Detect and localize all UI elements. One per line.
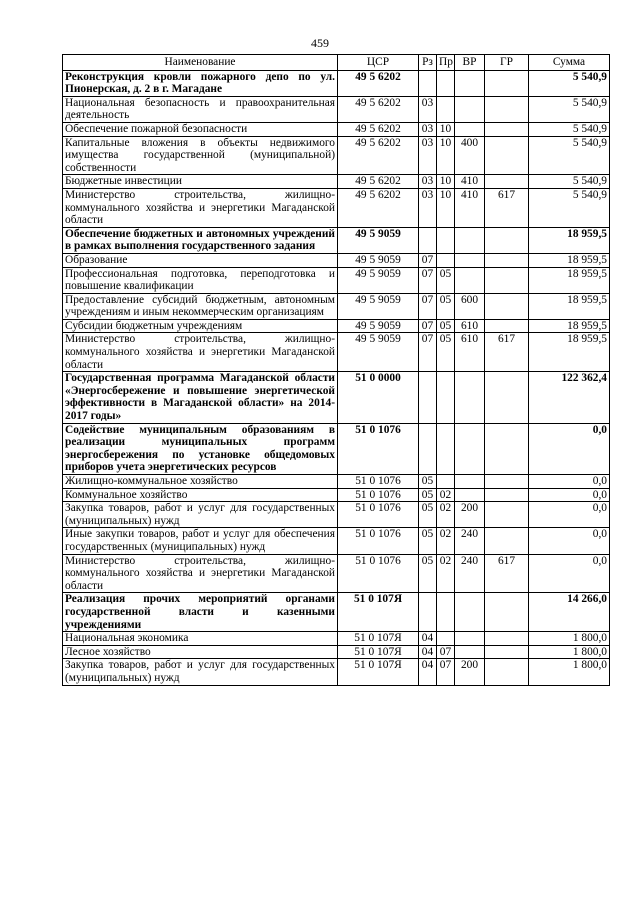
cell-sum: 5 540,9 bbox=[529, 175, 610, 189]
cell-name: Министерство строительства, жилищно-коммунального хозяйства и энергетики Магаданской области bbox=[63, 188, 338, 227]
cell-rz: 07 bbox=[419, 253, 437, 267]
cell-rz: 04 bbox=[419, 632, 437, 646]
cell-sum: 0,0 bbox=[529, 475, 610, 489]
cell-name: Обеспечение бюджетных и автономных учреждений в рамках выполнения государственного задания bbox=[63, 227, 338, 253]
cell-csr: 51 0 107Я bbox=[338, 593, 419, 632]
cell-sum: 122 362,4 bbox=[529, 372, 610, 423]
cell-rz: 03 bbox=[419, 96, 437, 122]
cell-name: Обеспечение пожарной безопасности bbox=[63, 122, 338, 136]
cell-rz bbox=[419, 423, 437, 474]
cell-name: Субсидии бюджетным учреждениям bbox=[63, 319, 338, 333]
cell-csr: 51 0 107Я bbox=[338, 632, 419, 646]
cell-gr bbox=[485, 227, 529, 253]
cell-gr bbox=[485, 632, 529, 646]
cell-pr: 10 bbox=[437, 188, 455, 227]
cell-rz: 03 bbox=[419, 175, 437, 189]
cell-name: Лесное хозяйство bbox=[63, 645, 338, 659]
cell-vr bbox=[455, 423, 485, 474]
cell-rz: 03 bbox=[419, 136, 437, 175]
table-row bbox=[63, 175, 610, 189]
table-row bbox=[63, 227, 610, 253]
cell-csr: 51 0 1076 bbox=[338, 528, 419, 554]
cell-sum: 0,0 bbox=[529, 502, 610, 528]
cell-csr: 49 5 6202 bbox=[338, 122, 419, 136]
cell-sum: 18 959,5 bbox=[529, 227, 610, 253]
cell-sum: 5 540,9 bbox=[529, 122, 610, 136]
cell-rz: 07 bbox=[419, 293, 437, 319]
cell-csr: 49 5 6202 bbox=[338, 175, 419, 189]
cell-csr: 49 5 9059 bbox=[338, 267, 419, 293]
cell-sum: 5 540,9 bbox=[529, 70, 610, 96]
cell-name: Иные закупки товаров, работ и услуг для обеспечения государственных (муниципальных) нужд bbox=[63, 528, 338, 554]
header-gr: ГР bbox=[485, 55, 529, 71]
cell-gr bbox=[485, 293, 529, 319]
table-header bbox=[63, 55, 610, 71]
cell-vr bbox=[455, 488, 485, 502]
cell-gr bbox=[485, 593, 529, 632]
cell-gr: 617 bbox=[485, 188, 529, 227]
cell-name: Национальная безопасность и правоохранительная деятельность bbox=[63, 96, 338, 122]
cell-name: Жилищно-коммунальное хозяйство bbox=[63, 475, 338, 489]
cell-pr: 02 bbox=[437, 528, 455, 554]
cell-sum: 0,0 bbox=[529, 528, 610, 554]
cell-gr bbox=[485, 122, 529, 136]
cell-rz: 04 bbox=[419, 659, 437, 685]
cell-name: Профессиональная подготовка, переподготовка и повышение квалификации bbox=[63, 267, 338, 293]
cell-gr bbox=[485, 372, 529, 423]
cell-pr bbox=[437, 372, 455, 423]
table-row bbox=[63, 632, 610, 646]
cell-csr: 49 5 9059 bbox=[338, 293, 419, 319]
table-body bbox=[63, 70, 610, 685]
cell-pr bbox=[437, 423, 455, 474]
table-row bbox=[63, 502, 610, 528]
table-row bbox=[63, 122, 610, 136]
header-pr: Пр bbox=[437, 55, 455, 71]
cell-rz: 07 bbox=[419, 267, 437, 293]
cell-pr: 02 bbox=[437, 554, 455, 593]
table-row bbox=[63, 188, 610, 227]
cell-gr bbox=[485, 423, 529, 474]
cell-rz bbox=[419, 70, 437, 96]
cell-csr: 51 0 1076 bbox=[338, 423, 419, 474]
cell-csr: 49 5 9059 bbox=[338, 333, 419, 372]
cell-name: Капитальные вложения в объекты недвижимого имущества государственной (муниципальной) собственности bbox=[63, 136, 338, 175]
cell-csr: 51 0 107Я bbox=[338, 659, 419, 685]
cell-pr bbox=[437, 70, 455, 96]
cell-sum: 18 959,5 bbox=[529, 267, 610, 293]
cell-csr: 51 0 0000 bbox=[338, 372, 419, 423]
cell-csr: 51 0 107Я bbox=[338, 645, 419, 659]
cell-pr: 02 bbox=[437, 502, 455, 528]
cell-pr: 05 bbox=[437, 293, 455, 319]
cell-rz: 05 bbox=[419, 528, 437, 554]
cell-pr bbox=[437, 96, 455, 122]
cell-name: Национальная экономика bbox=[63, 632, 338, 646]
cell-gr bbox=[485, 96, 529, 122]
cell-sum: 5 540,9 bbox=[529, 96, 610, 122]
cell-pr bbox=[437, 632, 455, 646]
table-row bbox=[63, 659, 610, 685]
table-row bbox=[63, 253, 610, 267]
cell-vr: 200 bbox=[455, 659, 485, 685]
cell-pr bbox=[437, 593, 455, 632]
cell-vr bbox=[455, 593, 485, 632]
cell-csr: 49 5 6202 bbox=[338, 96, 419, 122]
cell-pr bbox=[437, 227, 455, 253]
cell-rz: 03 bbox=[419, 122, 437, 136]
table-row bbox=[63, 333, 610, 372]
cell-vr: 240 bbox=[455, 528, 485, 554]
table-row bbox=[63, 293, 610, 319]
header-vr: ВР bbox=[455, 55, 485, 71]
cell-csr: 51 0 1076 bbox=[338, 502, 419, 528]
cell-name: Государственная программа Магаданской области «Энергосбережение и повышение энергетической эффективности в Магаданской области» на 2014-2017 годы» bbox=[63, 372, 338, 423]
cell-name: Министерство строительства, жилищно-коммунального хозяйства и энергетики Магаданской области bbox=[63, 554, 338, 593]
cell-vr bbox=[455, 70, 485, 96]
cell-rz: 05 bbox=[419, 475, 437, 489]
table-row bbox=[63, 528, 610, 554]
table-row bbox=[63, 372, 610, 423]
cell-name: Реализация прочих мероприятий органами государственной власти и казенными учреждениями bbox=[63, 593, 338, 632]
cell-pr: 07 bbox=[437, 645, 455, 659]
cell-csr: 49 5 6202 bbox=[338, 188, 419, 227]
cell-vr: 400 bbox=[455, 136, 485, 175]
cell-vr bbox=[455, 122, 485, 136]
cell-gr bbox=[485, 136, 529, 175]
table-row bbox=[63, 136, 610, 175]
header-rz: Рз bbox=[419, 55, 437, 71]
cell-name: Закупка товаров, работ и услуг для государственных (муниципальных) нужд bbox=[63, 502, 338, 528]
cell-name: Предоставление субсидий бюджетным, автономным учреждениям и иным некоммерческим организациям bbox=[63, 293, 338, 319]
cell-pr: 02 bbox=[437, 488, 455, 502]
cell-gr bbox=[485, 645, 529, 659]
cell-rz: 07 bbox=[419, 333, 437, 372]
table-row bbox=[63, 319, 610, 333]
cell-gr: 617 bbox=[485, 554, 529, 593]
cell-sum: 5 540,9 bbox=[529, 188, 610, 227]
table-row bbox=[63, 645, 610, 659]
table-row bbox=[63, 488, 610, 502]
cell-pr bbox=[437, 253, 455, 267]
cell-sum: 18 959,5 bbox=[529, 293, 610, 319]
cell-sum: 0,0 bbox=[529, 554, 610, 593]
table-row bbox=[63, 267, 610, 293]
cell-name: Закупка товаров, работ и услуг для государственных (муниципальных) нужд bbox=[63, 659, 338, 685]
cell-gr bbox=[485, 502, 529, 528]
cell-sum: 18 959,5 bbox=[529, 319, 610, 333]
cell-name: Министерство строительства, жилищно-коммунального хозяйства и энергетики Магаданской области bbox=[63, 333, 338, 372]
table-row bbox=[63, 593, 610, 632]
cell-gr bbox=[485, 659, 529, 685]
cell-name: Реконструкция кровли пожарного депо по ул. Пионерская, д. 2 в г. Магадане bbox=[63, 70, 338, 96]
cell-sum: 18 959,5 bbox=[529, 333, 610, 372]
cell-sum: 14 266,0 bbox=[529, 593, 610, 632]
cell-vr bbox=[455, 475, 485, 489]
cell-sum: 0,0 bbox=[529, 488, 610, 502]
cell-name: Образование bbox=[63, 253, 338, 267]
cell-pr: 05 bbox=[437, 319, 455, 333]
cell-pr: 10 bbox=[437, 175, 455, 189]
cell-rz: 04 bbox=[419, 645, 437, 659]
cell-name: Бюджетные инвестиции bbox=[63, 175, 338, 189]
cell-name: Коммунальное хозяйство bbox=[63, 488, 338, 502]
cell-csr: 49 5 6202 bbox=[338, 136, 419, 175]
cell-pr bbox=[437, 475, 455, 489]
cell-csr: 49 5 9059 bbox=[338, 319, 419, 333]
cell-sum: 18 959,5 bbox=[529, 253, 610, 267]
cell-rz: 03 bbox=[419, 188, 437, 227]
header-csr: ЦСР bbox=[338, 55, 419, 71]
cell-vr bbox=[455, 96, 485, 122]
cell-gr bbox=[485, 528, 529, 554]
cell-vr: 410 bbox=[455, 188, 485, 227]
cell-gr bbox=[485, 253, 529, 267]
cell-vr bbox=[455, 253, 485, 267]
cell-vr: 240 bbox=[455, 554, 485, 593]
cell-csr: 51 0 1076 bbox=[338, 475, 419, 489]
cell-sum: 5 540,9 bbox=[529, 136, 610, 175]
cell-rz bbox=[419, 227, 437, 253]
cell-sum: 1 800,0 bbox=[529, 659, 610, 685]
cell-vr: 200 bbox=[455, 502, 485, 528]
cell-sum: 1 800,0 bbox=[529, 632, 610, 646]
cell-vr bbox=[455, 267, 485, 293]
cell-sum: 1 800,0 bbox=[529, 645, 610, 659]
cell-rz: 05 bbox=[419, 554, 437, 593]
header-row bbox=[63, 55, 610, 71]
cell-pr: 05 bbox=[437, 267, 455, 293]
cell-pr: 07 bbox=[437, 659, 455, 685]
table-row bbox=[63, 554, 610, 593]
cell-vr: 610 bbox=[455, 333, 485, 372]
cell-csr: 49 5 9059 bbox=[338, 253, 419, 267]
cell-csr: 51 0 1076 bbox=[338, 554, 419, 593]
cell-rz bbox=[419, 372, 437, 423]
cell-pr: 05 bbox=[437, 333, 455, 372]
cell-gr bbox=[485, 267, 529, 293]
cell-gr bbox=[485, 475, 529, 489]
page-number: 459 bbox=[311, 36, 329, 50]
cell-csr: 51 0 1076 bbox=[338, 488, 419, 502]
cell-vr bbox=[455, 632, 485, 646]
table-row bbox=[63, 96, 610, 122]
cell-rz: 05 bbox=[419, 502, 437, 528]
cell-vr: 610 bbox=[455, 319, 485, 333]
cell-rz bbox=[419, 593, 437, 632]
cell-vr bbox=[455, 227, 485, 253]
cell-gr bbox=[485, 70, 529, 96]
cell-pr: 10 bbox=[437, 122, 455, 136]
table-row bbox=[63, 70, 610, 96]
table-row bbox=[63, 423, 610, 474]
cell-csr: 49 5 6202 bbox=[338, 70, 419, 96]
budget-table bbox=[62, 54, 610, 686]
cell-gr bbox=[485, 488, 529, 502]
cell-rz: 07 bbox=[419, 319, 437, 333]
cell-vr bbox=[455, 372, 485, 423]
cell-vr: 410 bbox=[455, 175, 485, 189]
cell-gr bbox=[485, 175, 529, 189]
header-name: Наименование bbox=[63, 55, 338, 71]
cell-gr: 617 bbox=[485, 333, 529, 372]
cell-sum: 0,0 bbox=[529, 423, 610, 474]
cell-vr bbox=[455, 645, 485, 659]
cell-csr: 49 5 9059 bbox=[338, 227, 419, 253]
cell-name: Содействие муниципальным образованиям в реализации муниципальных программ энергосбережения по установке общедомовых приборов учета энергетических ресурсов bbox=[63, 423, 338, 474]
cell-vr: 600 bbox=[455, 293, 485, 319]
table-row bbox=[63, 475, 610, 489]
cell-pr: 10 bbox=[437, 136, 455, 175]
cell-rz: 05 bbox=[419, 488, 437, 502]
header-sum: Сумма bbox=[529, 55, 610, 71]
cell-gr bbox=[485, 319, 529, 333]
